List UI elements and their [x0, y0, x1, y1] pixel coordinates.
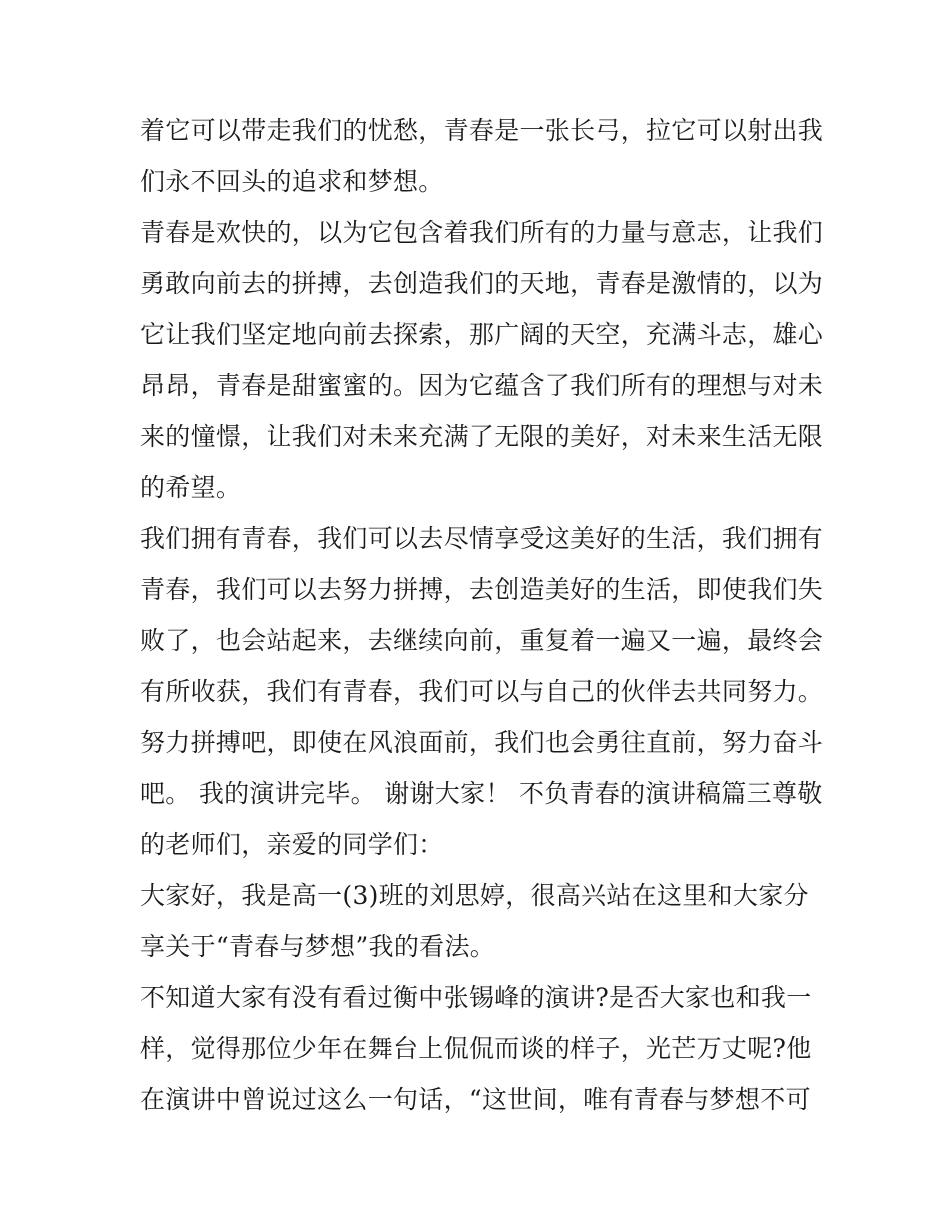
text-line: 在演讲中曾说过这么一句话，“这世间，唯有青春与梦想不可	[140, 1085, 811, 1114]
text-line: 着它可以带走我们的忧愁，青春是一张长弓，拉它可以射出我	[140, 116, 824, 145]
text-line: 大家好，我是高一(3)班的刘思婷，很高兴站在这里和大家分	[140, 881, 809, 910]
text-line: 青春是欢快的，以为它包含着我们所有的力量与意志，让我们	[140, 218, 824, 247]
text-line: 青春，我们可以去努力拼搏，去创造美好的生活，即使我们失	[140, 575, 824, 604]
text-line: 败了，也会站起来，去继续向前，重复着一遍又一遍，最终会	[140, 626, 824, 655]
text-line: 有所收获，我们有青春，我们可以与自己的伙伴去共同努力。	[140, 677, 824, 706]
text-line: 享关于“青春与梦想”我的看法。	[140, 932, 496, 961]
text-line: 吧。 我的演讲完毕。 谢谢大家！ 不负青春的演讲稿篇三尊敬	[140, 779, 823, 808]
text-line: 努力拼搏吧，即使在风浪面前，我们也会勇往直前，努力奋斗	[140, 728, 824, 757]
text-line: 来的憧憬，让我们对未来充满了无限的美好，对未来生活无限	[140, 422, 824, 451]
text-line: 的希望。	[140, 473, 242, 502]
text-line: 我们拥有青春，我们可以去尽情享受这美好的生活，我们拥有	[140, 524, 824, 553]
text-line: 们永不回头的追求和梦想。	[140, 167, 444, 196]
document-body	[140, 105, 824, 1125]
text-line: 样，觉得那位少年在舞台上侃侃而谈的样子，光芒万丈呢?他	[140, 1034, 812, 1063]
text-line: 的老师们，亲爱的同学们：	[140, 830, 444, 859]
text-line: 勇敢向前去的拼搏，去创造我们的天地，青春是激情的，以为	[140, 269, 824, 298]
text-line: 昂昂，青春是甜蜜蜜的。因为它蕴含了我们所有的理想与对未	[140, 371, 824, 400]
text-line: 不知道大家有没有看过衡中张锡峰的演讲?是否大家也和我一	[140, 983, 812, 1012]
text-line: 它让我们坚定地向前去探索，那广阔的天空，充满斗志，雄心	[140, 320, 824, 349]
